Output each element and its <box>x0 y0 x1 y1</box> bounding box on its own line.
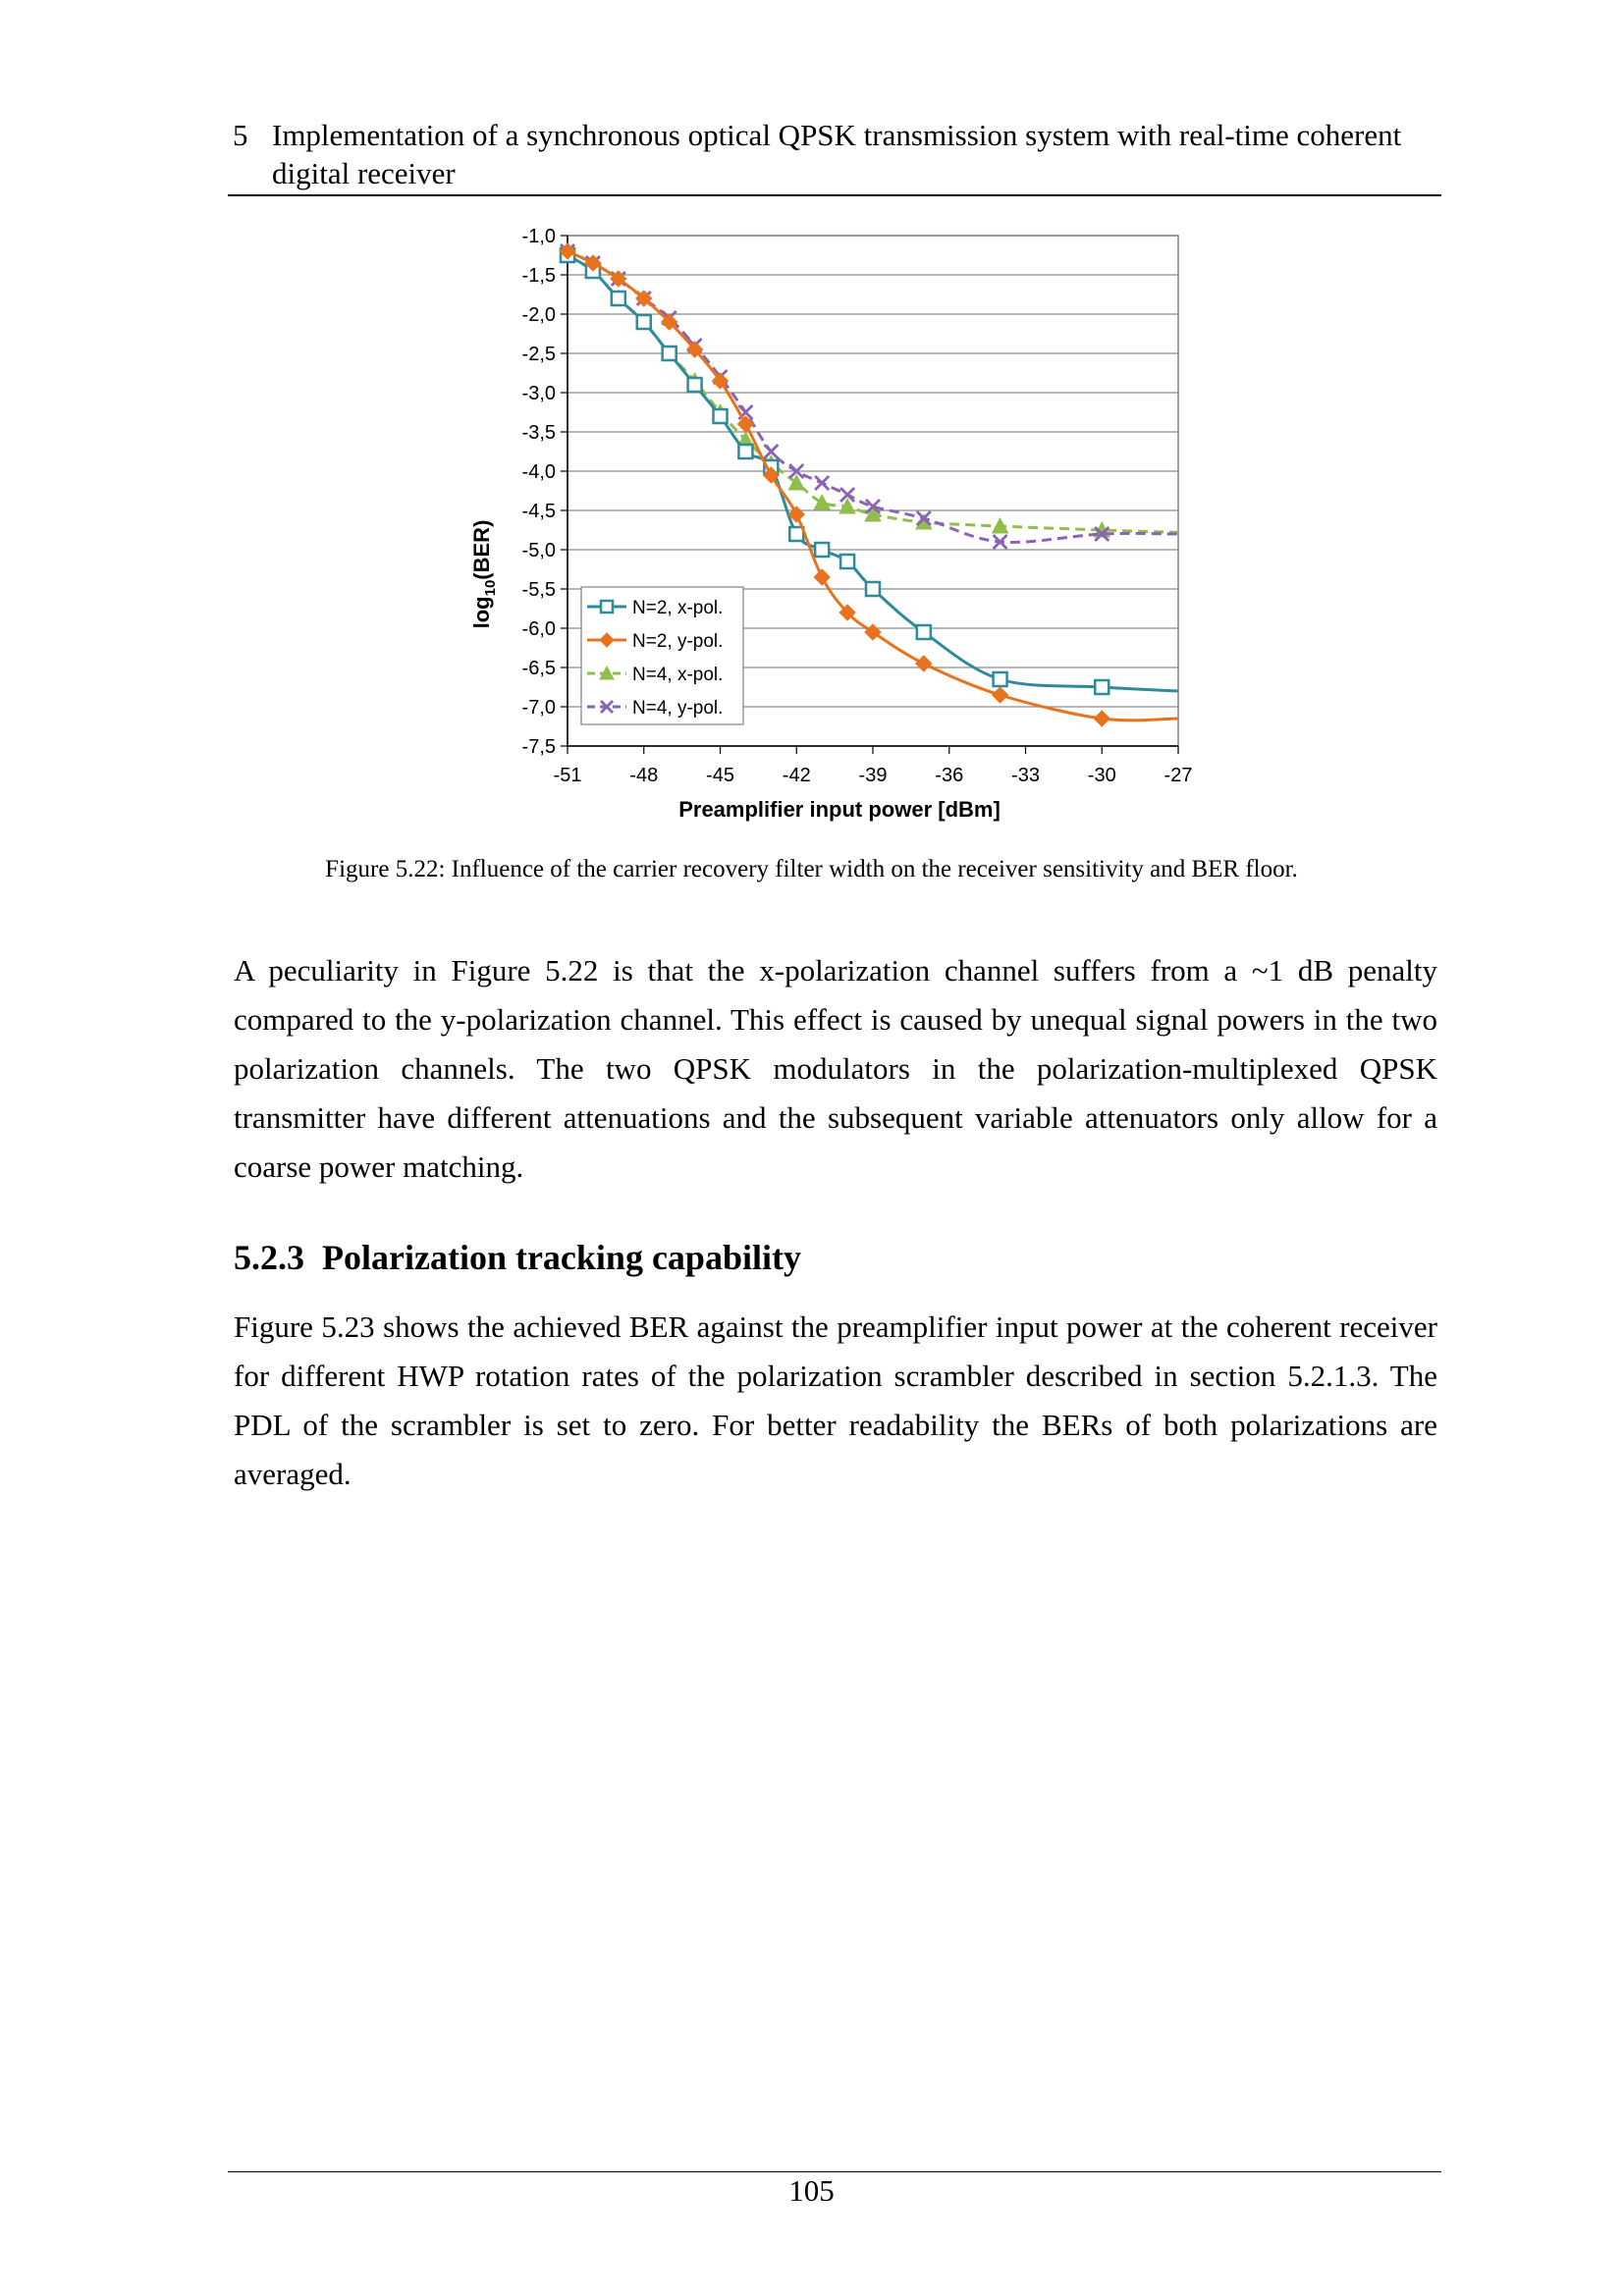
x-tick-label: -27 <box>1163 765 1193 786</box>
body-paragraph-1: A peculiarity in Figure 5.22 is that the x-polarization channel suffers from a ~1 dB penalty compared to the y-polarization channel. This effect is caused by unequal signal powers in the two polarization channels. The two QPSK modulators in the polarization-multiplexed QPSK transmitter have different attenuations and the subsequent variable attenuators only allow for a coarse power matching. <box>234 953 1437 1184</box>
data-point <box>840 555 854 568</box>
data-point <box>994 672 1007 686</box>
data-point <box>714 409 728 423</box>
section-number: 5.2.3 <box>234 1238 304 1277</box>
y-tick-label: -5,0 <box>521 540 556 561</box>
data-point <box>637 315 651 329</box>
x-tick-label: -45 <box>706 765 734 786</box>
data-point <box>814 495 830 509</box>
y-tick-label: -1,0 <box>521 226 556 247</box>
header-rule <box>228 194 1441 196</box>
data-point <box>993 687 1008 703</box>
data-point <box>814 569 830 585</box>
page-number: 105 <box>788 2173 835 2208</box>
data-point <box>917 625 931 639</box>
section-heading <box>234 1237 801 1278</box>
y-tick-label: -1,5 <box>521 265 556 287</box>
legend-label: N=2, x-pol. <box>632 598 724 618</box>
x-axis-label: Preamplifier input power [dBm] <box>678 797 1001 822</box>
x-tick-label: -30 <box>1087 765 1116 786</box>
legend-label: N=4, x-pol. <box>632 665 724 685</box>
data-point <box>815 476 829 490</box>
data-point <box>738 445 752 458</box>
series-line <box>568 251 1178 542</box>
y-tick-label: -7,0 <box>521 697 556 719</box>
legend-label: N=4, y-pol. <box>632 698 724 719</box>
x-tick-label: -39 <box>858 765 888 786</box>
y-axis-label-tail: (BER) <box>469 519 494 580</box>
y-axis-label <box>469 520 499 629</box>
header-chapter-number: 5 <box>233 118 248 152</box>
y-tick-label: -5,5 <box>521 579 556 601</box>
data-point <box>916 656 932 671</box>
data-point <box>612 292 625 305</box>
data-point <box>866 582 880 596</box>
y-tick-label: -7,5 <box>521 736 556 758</box>
footer-rule <box>228 2171 1441 2172</box>
x-tick-label: -36 <box>935 765 964 786</box>
body-paragraph-2: Figure 5.23 shows the achieved BER against the preamplifier input power at the coherent receiver for different HWP rotation rates of the polarization scrambler described in section 5.2.1.3. The PDL of the scrambler is set to zero. For better readability the BERs of both polarizations are averaged. <box>234 1309 1437 1491</box>
series-4 <box>561 244 1178 549</box>
x-tick-label: -33 <box>1011 765 1040 786</box>
y-tick-label: -2,0 <box>521 304 556 326</box>
y-tick-label: -6,0 <box>521 618 556 640</box>
legend-marker <box>601 601 613 613</box>
data-point <box>815 543 829 557</box>
y-tick-label: -3,5 <box>521 422 556 444</box>
x-tick-label: -42 <box>782 765 811 786</box>
y-tick-label: -4,0 <box>521 461 556 483</box>
y-tick-label: -4,5 <box>521 501 556 522</box>
figure-caption: Figure 5.22: Influence of the carrier recovery filter width on the receiver sensitivity and BER floor. <box>325 856 1298 882</box>
y-tick-label: -3,0 <box>521 383 556 404</box>
section-title: Polarization tracking capability <box>322 1238 801 1277</box>
data-point <box>1094 711 1109 726</box>
y-tick-label: -6,5 <box>521 658 556 679</box>
y-axis-label-log: log <box>469 596 494 629</box>
x-tick-label: -48 <box>629 765 659 786</box>
header-chapter-title: Implementation of a synchronous optical QPSK transmission system with real-time coherent digital receiver <box>272 118 1402 190</box>
data-point <box>663 347 676 360</box>
x-tick-label: -51 <box>553 765 582 786</box>
chart-legend <box>581 587 743 724</box>
series-line <box>568 255 1178 532</box>
ber-chart <box>461 216 1208 834</box>
data-point <box>1095 680 1109 694</box>
y-tick-label: -2,5 <box>521 344 556 365</box>
y-axis-label-sub: 10 <box>482 579 499 597</box>
data-point <box>688 378 702 392</box>
legend-label: N=2, y-pol. <box>632 631 724 652</box>
